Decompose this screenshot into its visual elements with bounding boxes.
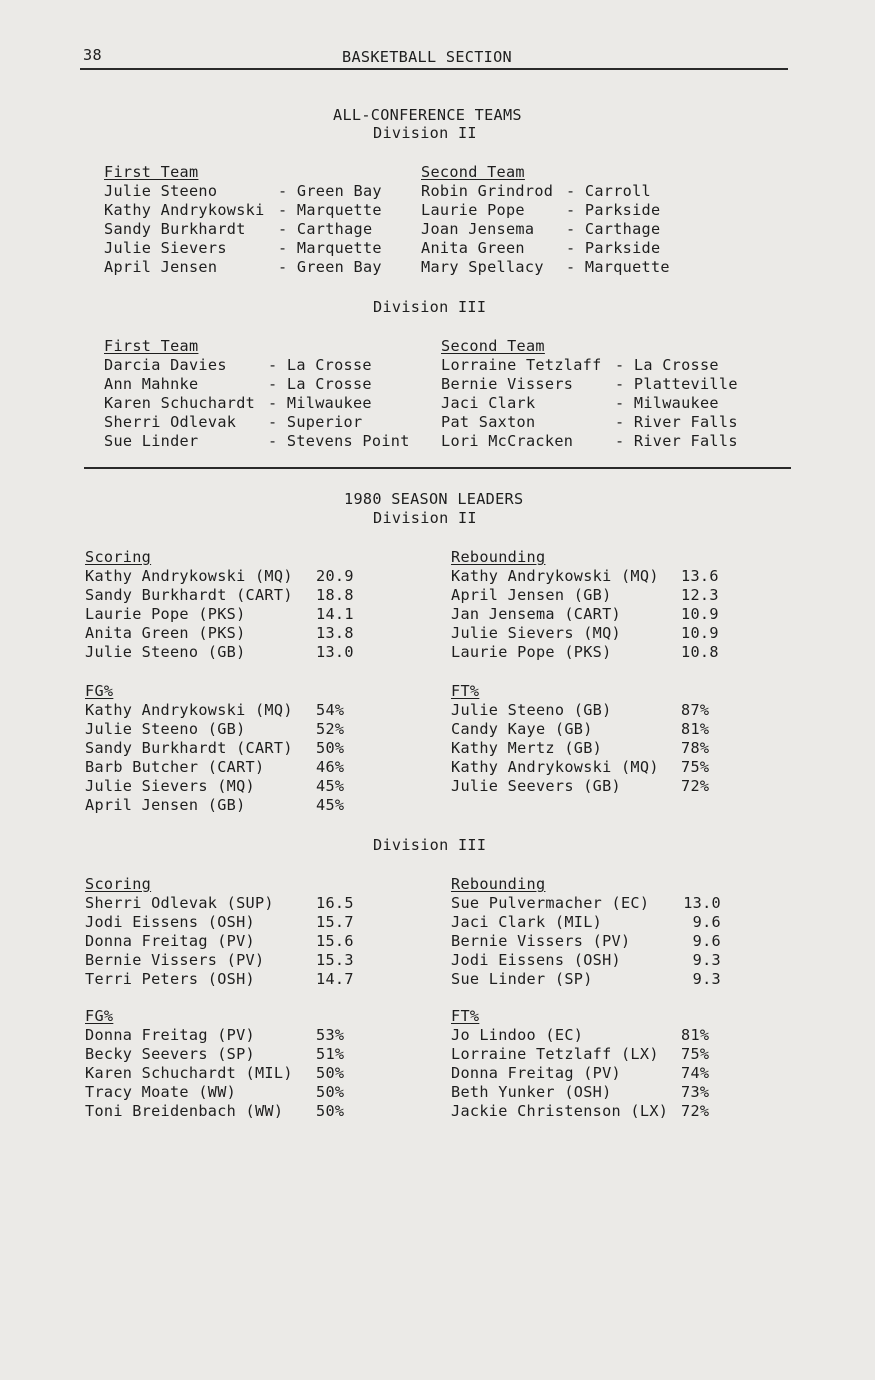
player-name: Sandy Burkhardt — [104, 220, 246, 238]
div2-second-team-schools — [566, 182, 670, 277]
leader-value: 45% — [316, 796, 345, 814]
leader-value: 14.1 — [316, 605, 354, 623]
leader-name: Bernie Vissers (PV) — [451, 932, 631, 950]
leader-value: 53% — [316, 1026, 345, 1044]
leader-value: 9.6 — [692, 932, 721, 950]
leaders-title: 1980 SEASON LEADERS — [344, 490, 524, 508]
leader-name: April Jensen (GB) — [85, 796, 246, 814]
div3-second-team-names — [441, 356, 602, 451]
leader-value: 10.9 — [681, 605, 719, 623]
leader-name: Bernie Vissers (PV) — [85, 951, 265, 969]
leader-value: 13.0 — [683, 894, 721, 912]
leader-value: 75% — [681, 1045, 710, 1063]
player-school: - Marquette — [566, 258, 670, 276]
player-name: Pat Saxton — [441, 413, 536, 431]
div3-rebounding-names — [451, 894, 649, 989]
player-name: April Jensen — [104, 258, 218, 276]
leader-value: 12.3 — [681, 586, 719, 604]
div2-fg-names — [85, 701, 293, 815]
div3-ft-values — [681, 1026, 709, 1121]
leader-name: Jackie Christenson (LX) — [451, 1102, 669, 1120]
div2-rebounding-names — [451, 567, 659, 662]
leader-value: 50% — [316, 1083, 345, 1101]
leader-name: Kathy Mertz (GB) — [451, 739, 603, 757]
player-school: - Marquette — [278, 239, 382, 257]
div3-ft-names — [451, 1026, 668, 1121]
div3-second-team-label: Second Team — [441, 337, 545, 355]
player-name: Robin Grindrod — [421, 182, 554, 200]
player-name: Julie Sievers — [104, 239, 227, 257]
player-school: - Green Bay — [278, 258, 382, 276]
div2-second-team-names — [421, 182, 553, 277]
player-school: - Carthage — [278, 220, 373, 238]
leader-value: 46% — [316, 758, 345, 776]
player-name: Karen Schuchardt — [104, 394, 256, 412]
leader-name: Laurie Pope (PKS) — [85, 605, 246, 623]
leader-value: 72% — [681, 777, 710, 795]
all-conference-title: ALL-CONFERENCE TEAMS — [333, 106, 522, 124]
div2-second-team-label: Second Team — [421, 163, 525, 181]
leader-name: Kathy Andrykowski (MQ) — [451, 567, 659, 585]
div3-scoring-label: Scoring — [85, 875, 152, 893]
leader-value: 45% — [316, 777, 345, 795]
leader-name: Julie Steeno (GB) — [451, 701, 612, 719]
section-divider — [84, 467, 791, 469]
div3-fg-label: FG% — [85, 1007, 114, 1025]
leader-name: Kathy Andrykowski (MQ) — [85, 701, 293, 719]
player-school: - Carthage — [566, 220, 661, 238]
leader-name: Toni Breidenbach (WW) — [85, 1102, 284, 1120]
player-name: Kathy Andrykowski — [104, 201, 265, 219]
leader-name: Laurie Pope (PKS) — [451, 643, 612, 661]
leader-name: Kathy Andrykowski (MQ) — [85, 567, 293, 585]
div2-first-team-names — [104, 182, 265, 277]
leader-value: 50% — [316, 1102, 345, 1120]
leader-name: Julie Seevers (GB) — [451, 777, 621, 795]
leader-name: Donna Freitag (PV) — [451, 1064, 621, 1082]
leader-value: 13.6 — [681, 567, 719, 585]
div3-scoring-values — [316, 894, 354, 989]
leader-value: 52% — [316, 720, 345, 738]
leader-value: 72% — [681, 1102, 710, 1120]
leader-name: Karen Schuchardt (MIL) — [85, 1064, 293, 1082]
leader-value: 51% — [316, 1045, 345, 1063]
leader-name: Anita Green (PKS) — [85, 624, 246, 642]
leader-value: 15.3 — [316, 951, 354, 969]
leader-name: Becky Seevers (SP) — [85, 1045, 255, 1063]
leader-name: Terri Peters (OSH) — [85, 970, 255, 988]
player-school: - La Crosse — [268, 375, 372, 393]
leader-name: Donna Freitag (PV) — [85, 932, 255, 950]
div3-first-team-schools — [268, 356, 410, 451]
leader-name: Tracy Moate (WW) — [85, 1083, 237, 1101]
leader-name: Sandy Burkhardt (CART) — [85, 586, 293, 604]
leader-name: Kathy Andrykowski (MQ) — [451, 758, 659, 776]
div2-fg-values — [316, 701, 344, 815]
player-school: - La Crosse — [268, 356, 372, 374]
div2-ft-values — [681, 701, 709, 796]
leader-name: Julie Sievers (MQ) — [85, 777, 255, 795]
player-name: Lorraine Tetzlaff — [441, 356, 602, 374]
leader-value: 14.7 — [316, 970, 354, 988]
div2-ft-label: FT% — [451, 682, 480, 700]
leader-value: 81% — [681, 1026, 710, 1044]
leader-value: 54% — [316, 701, 345, 719]
player-name: Anita Green — [421, 239, 525, 257]
leader-name: Julie Steeno (GB) — [85, 643, 246, 661]
leader-name: Sherri Odlevak (SUP) — [85, 894, 274, 912]
player-name: Ann Mahnke — [104, 375, 199, 393]
player-name: Sherri Odlevak — [104, 413, 237, 431]
player-school: - Superior — [268, 413, 363, 431]
player-school: - La Crosse — [615, 356, 719, 374]
leader-value: 78% — [681, 739, 710, 757]
leader-value: 10.8 — [681, 643, 719, 661]
player-school: - Parkside — [566, 201, 661, 219]
player-school: - Milwaukee — [268, 394, 372, 412]
section-title: BASKETBALL SECTION — [342, 48, 512, 66]
page-number: 38 — [83, 46, 102, 64]
leader-value: 81% — [681, 720, 710, 738]
player-name: Joan Jensema — [421, 220, 535, 238]
leader-value: 13.0 — [316, 643, 354, 661]
div3-rebounding-values — [681, 894, 721, 989]
div3-first-team-names — [104, 356, 255, 451]
leader-name: Jan Jensema (CART) — [451, 605, 621, 623]
all-conference-div3-heading: Division III — [373, 298, 487, 316]
player-name: Lori McCracken — [441, 432, 574, 450]
leader-value: 87% — [681, 701, 710, 719]
player-school: - River Falls — [615, 432, 738, 450]
leader-name: Candy Kaye (GB) — [451, 720, 593, 738]
leader-value: 10.9 — [681, 624, 719, 642]
player-school: - Carroll — [566, 182, 651, 200]
leader-value: 74% — [681, 1064, 710, 1082]
leader-name: Julie Sievers (MQ) — [451, 624, 621, 642]
leader-name: Lorraine Tetzlaff (LX) — [451, 1045, 659, 1063]
div3-second-team-schools — [615, 356, 738, 451]
all-conference-div2-heading: Division II — [373, 124, 477, 142]
div2-scoring-label: Scoring — [85, 548, 152, 566]
div3-fg-names — [85, 1026, 293, 1121]
div3-rebounding-label: Rebounding — [451, 875, 546, 893]
leaders-div3-heading: Division III — [373, 836, 487, 854]
leader-name: Jodi Eissens (OSH) — [85, 913, 255, 931]
leader-value: 20.9 — [316, 567, 354, 585]
player-school: - River Falls — [615, 413, 738, 431]
leader-name: Jodi Eissens (OSH) — [451, 951, 621, 969]
leader-value: 50% — [316, 1064, 345, 1082]
leader-value: 18.8 — [316, 586, 354, 604]
leader-name: Barb Butcher (CART) — [85, 758, 265, 776]
div3-fg-values — [316, 1026, 344, 1121]
leader-name: Sue Pulvermacher (EC) — [451, 894, 650, 912]
div3-scoring-names — [85, 894, 274, 989]
leader-value: 73% — [681, 1083, 710, 1101]
div2-rebounding-values — [681, 567, 719, 662]
leader-value: 9.3 — [692, 951, 721, 969]
player-name: Jaci Clark — [441, 394, 536, 412]
player-name: Bernie Vissers — [441, 375, 574, 393]
leader-value: 13.8 — [316, 624, 354, 642]
div2-scoring-values — [316, 567, 354, 662]
leader-name: Julie Steeno (GB) — [85, 720, 246, 738]
player-name: Darcia Davies — [104, 356, 227, 374]
leader-value: 15.7 — [316, 913, 354, 931]
leader-value: 75% — [681, 758, 710, 776]
div2-first-team-schools — [278, 182, 382, 277]
div2-ft-names — [451, 701, 659, 796]
leader-value: 50% — [316, 739, 345, 757]
leaders-div2-heading: Division II — [373, 509, 477, 527]
leader-name: Donna Freitag (PV) — [85, 1026, 255, 1044]
leader-name: April Jensen (GB) — [451, 586, 612, 604]
div3-first-team-label: First Team — [104, 337, 199, 355]
header-rule — [80, 68, 788, 70]
leader-name: Sue Linder (SP) — [451, 970, 593, 988]
div2-fg-label: FG% — [85, 682, 114, 700]
leader-value: 9.3 — [692, 970, 721, 988]
player-school: - Milwaukee — [615, 394, 719, 412]
div2-rebounding-label: Rebounding — [451, 548, 546, 566]
player-name: Julie Steeno — [104, 182, 218, 200]
player-name: Mary Spellacy — [421, 258, 544, 276]
player-school: - Green Bay — [278, 182, 382, 200]
div3-ft-label: FT% — [451, 1007, 480, 1025]
leader-name: Jaci Clark (MIL) — [451, 913, 603, 931]
player-school: - Platteville — [615, 375, 738, 393]
leader-name: Sandy Burkhardt (CART) — [85, 739, 293, 757]
leader-value: 9.6 — [692, 913, 721, 931]
player-school: - Marquette — [278, 201, 382, 219]
player-school: - Parkside — [566, 239, 661, 257]
leader-value: 16.5 — [316, 894, 354, 912]
player-school: - Stevens Point — [268, 432, 410, 450]
player-name: Laurie Pope — [421, 201, 525, 219]
leader-value: 15.6 — [316, 932, 354, 950]
div2-scoring-names — [85, 567, 293, 662]
leader-name: Beth Yunker (OSH) — [451, 1083, 612, 1101]
div2-first-team-label: First Team — [104, 163, 199, 181]
player-name: Sue Linder — [104, 432, 199, 450]
leader-name: Jo Lindoo (EC) — [451, 1026, 584, 1044]
